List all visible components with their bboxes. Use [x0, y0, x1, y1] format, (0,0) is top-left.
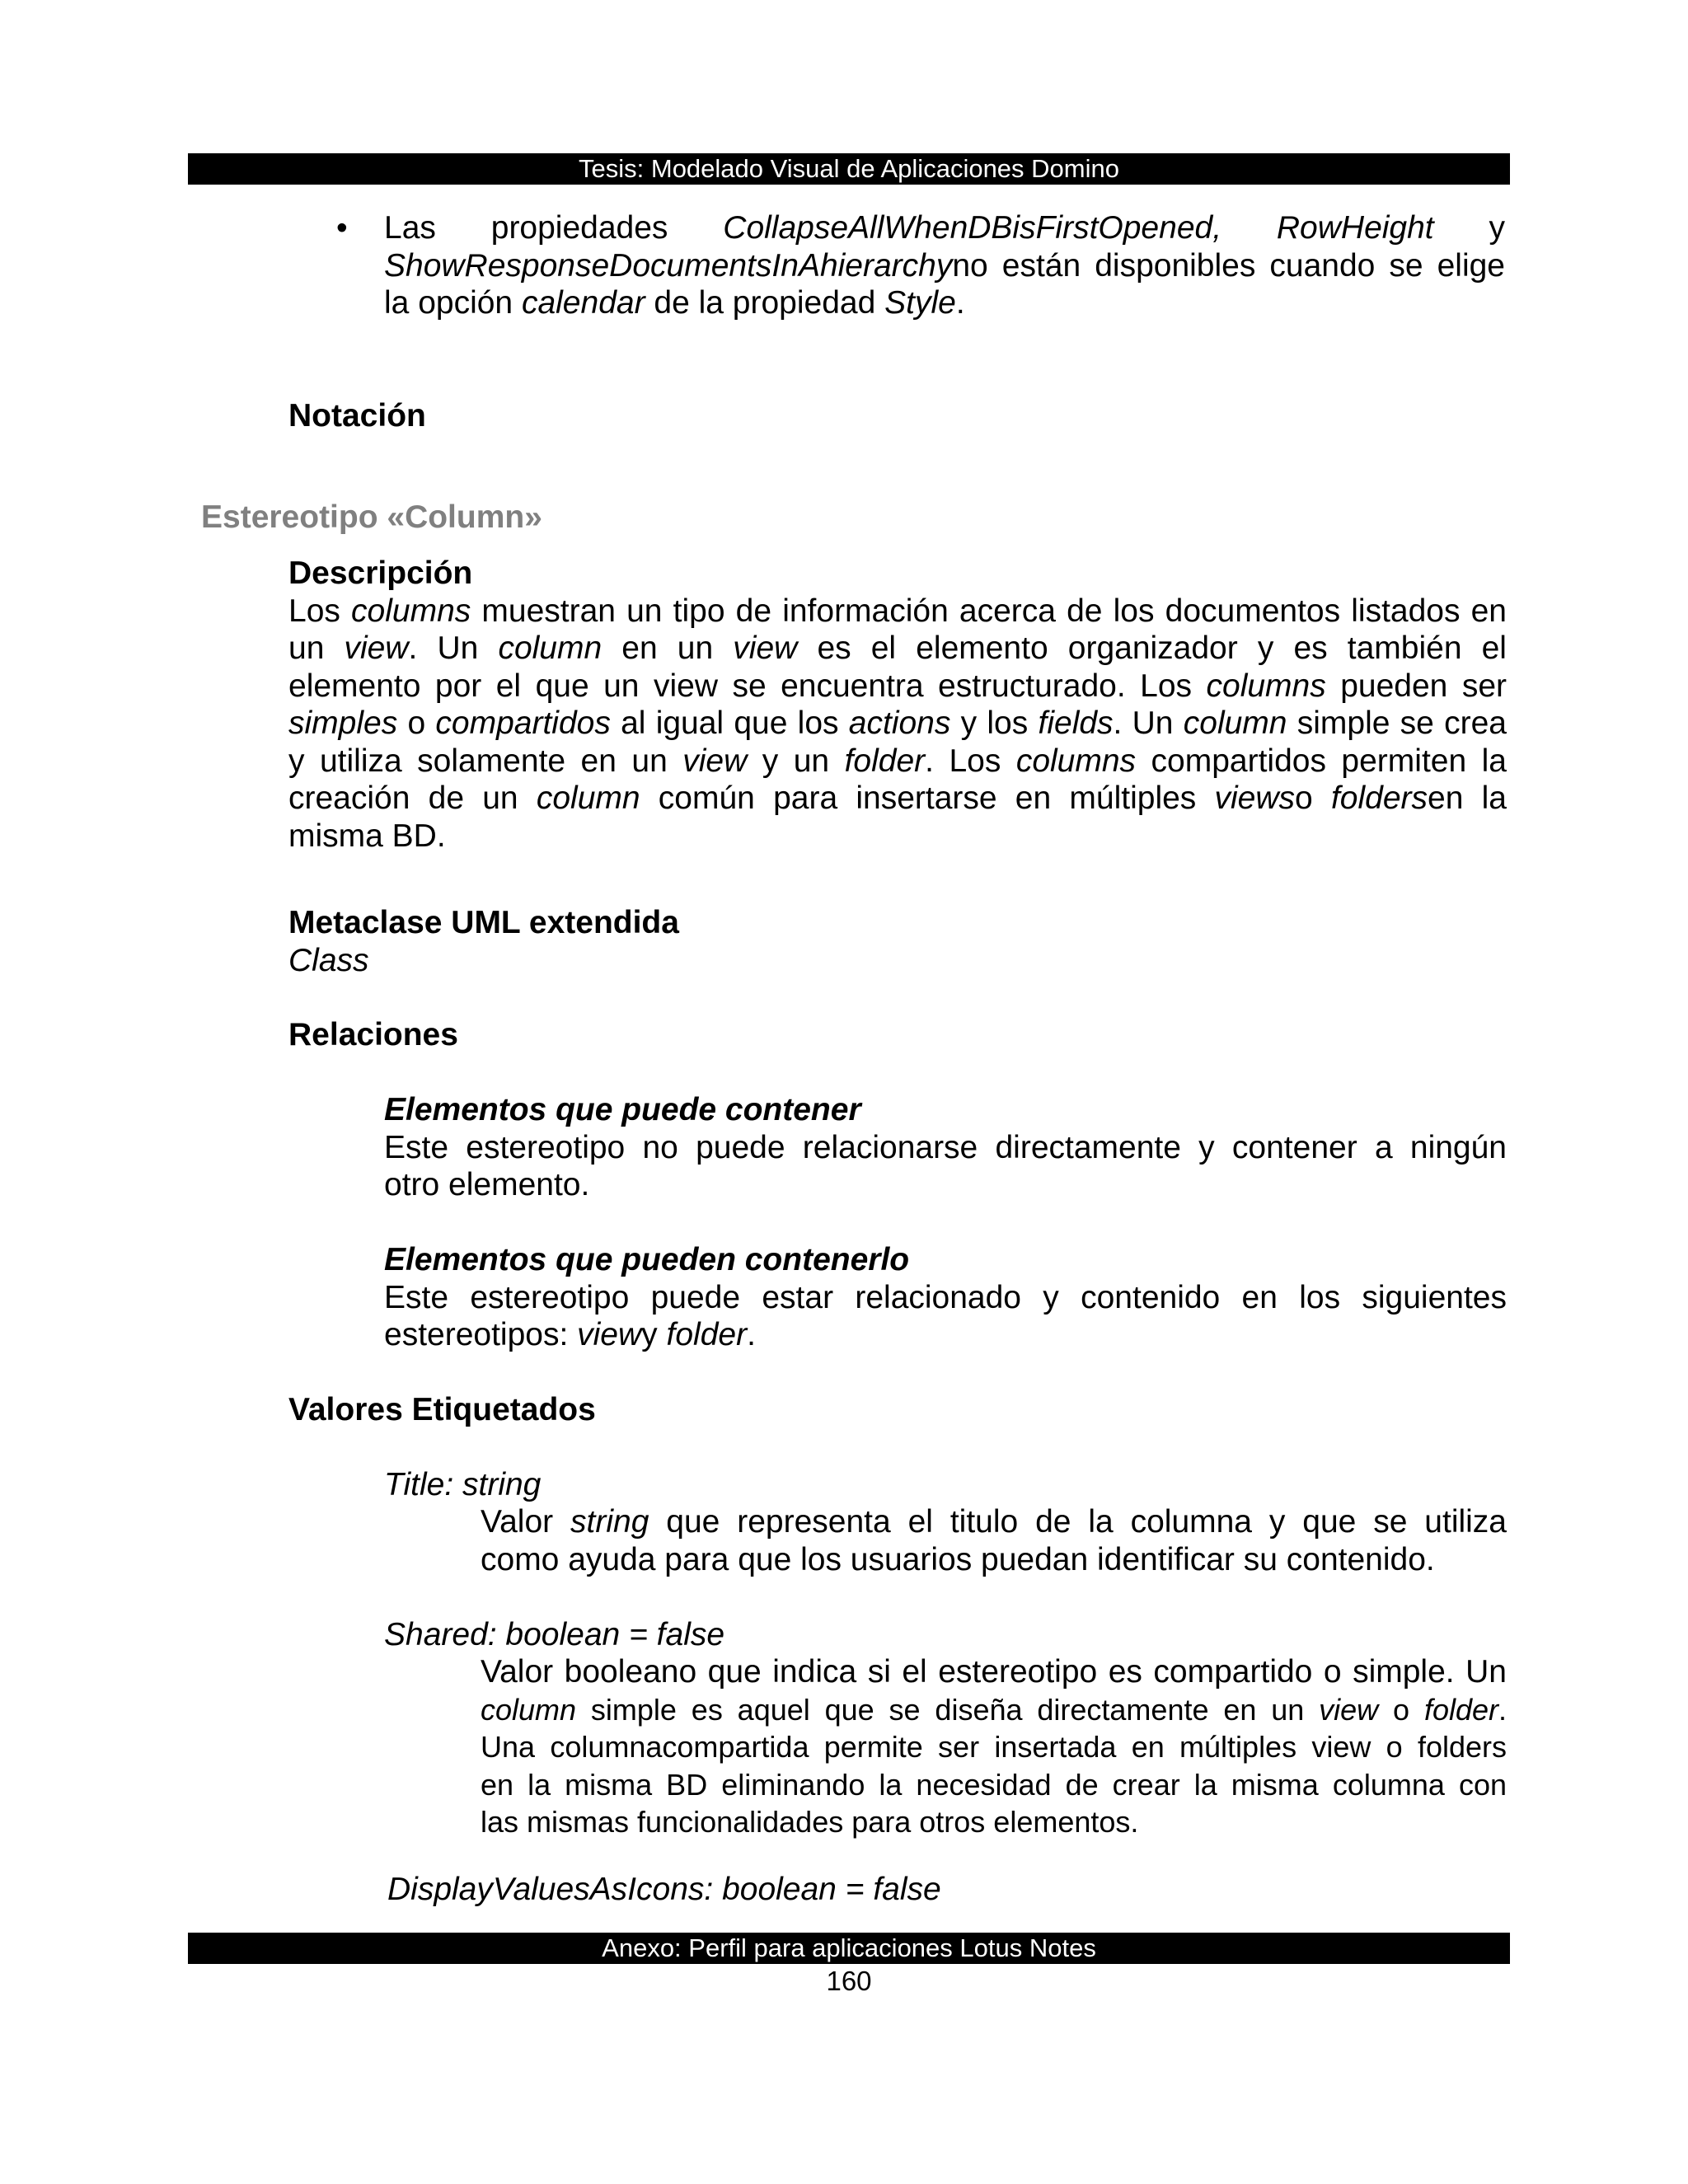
display-label: DisplayValuesAsIcons: boolean = false	[387, 1872, 941, 1907]
notacion-heading: Notación	[288, 398, 426, 434]
valores-heading: Valores Etiquetados	[288, 1392, 596, 1427]
contener-section	[384, 1091, 1507, 1204]
bullet-line-1: Las propiedades CollapseAllWhenDBisFirstOpened, RowHeight y	[384, 210, 1506, 246]
shared-label: Shared: boolean = false	[384, 1617, 725, 1652]
contenerlo-line-1: Este estereotipo puede estar relacionado y contenido en los siguientes	[384, 1279, 1507, 1315]
shared-line-3: Una columnacompartida permite ser insertada en múltiples view o folders	[481, 1730, 1507, 1764]
descripcion-line-4: simples o compartidos al igual que los actions y los fields. Un column simple se crea	[288, 705, 1507, 741]
relaciones-heading: Relaciones	[288, 1017, 458, 1052]
shared-line-1: Valor booleano que indica si el estereotipo es compartido o simple. Un	[481, 1654, 1507, 1690]
shared-line-2: column simple es aquel que se diseña directamente en un view o folder.	[481, 1692, 1507, 1727]
descripcion-line-5: y utiliza solamente en un view y un folder. Los columns compartidos permiten la	[288, 743, 1507, 779]
metaclase-heading: Metaclase UML extendida	[288, 905, 679, 940]
page-header: Tesis: Modelado Visual de Aplicaciones Domino	[188, 153, 1510, 185]
descripcion-line-1: Los columns muestran un tipo de información acerca de los documentos listados en	[288, 593, 1507, 629]
descripcion-section	[288, 555, 1507, 855]
metaclase-section	[288, 904, 679, 979]
contener-line-2: otro elemento.	[384, 1167, 590, 1202]
title-line-1: Valor string que representa el titulo de la columna y que se utiliza	[481, 1504, 1507, 1540]
bullet-paragraph	[384, 209, 1505, 322]
descripcion-line-3: elemento por el que un view se encuentra estructurado. Los columns pueden ser	[288, 668, 1507, 704]
title-description	[481, 1503, 1507, 1578]
descripcion-line-6: creación de un column común para insertarse en múltiples viewso foldersen la	[288, 780, 1507, 816]
descripcion-line-2: un view. Un column en un view es el elemento organizador y es también el	[288, 630, 1507, 666]
descripcion-heading: Descripción	[288, 555, 473, 591]
metaclase-value: Class	[288, 942, 369, 978]
stereotype-title: Estereotipo «Column»	[201, 499, 542, 535]
shared-description	[481, 1653, 1507, 1841]
bullet-line-3: la opción calendar de la propiedad Style.	[384, 285, 965, 321]
title-label: Title: string	[384, 1467, 542, 1502]
contener-line-1: Este estereotipo no puede relacionarse directamente y contener a ningún	[384, 1129, 1507, 1165]
shared-line-4: en la misma BD eliminando la necesidad de crear la misma columna con	[481, 1767, 1507, 1802]
title-line-2: como ayuda para que los usuarios puedan identificar su contenido.	[481, 1541, 1435, 1577]
contenerlo-line-2: estereotipos: viewy folder.	[384, 1317, 756, 1352]
descripcion-line-7: misma BD.	[288, 818, 446, 854]
contenerlo-heading: Elementos que pueden contenerlo	[384, 1242, 910, 1277]
contener-heading: Elementos que puede contener	[384, 1092, 861, 1127]
contenerlo-section	[384, 1241, 1507, 1354]
page-number: 160	[826, 1966, 872, 1996]
page-footer: Anexo: Perfil para aplicaciones Lotus Notes	[188, 1933, 1510, 1964]
shared-line-5: las mismas funcionalidades para otros elementos.	[481, 1805, 1139, 1839]
bullet-symbol: •	[336, 210, 348, 246]
bullet-line-2: ShowResponseDocumentsInAhierarchyno están disponibles cuando se elige	[384, 247, 1505, 284]
